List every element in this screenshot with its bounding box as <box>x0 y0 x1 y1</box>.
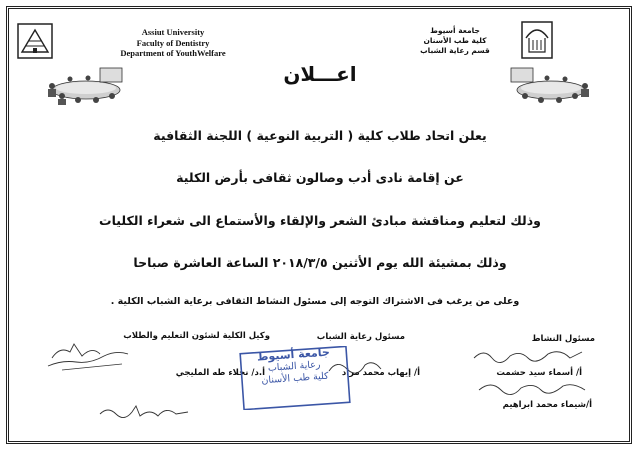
youth-head-title: مسئول رعاية الشباب <box>316 332 405 342</box>
header-english-department: Department of YouthWelfare <box>120 48 226 58</box>
handwritten-signature-1 <box>470 344 585 366</box>
faculty-logo-right <box>520 20 554 60</box>
activity-head-title: مسئول النشاط <box>531 334 595 344</box>
meeting-clipart-right <box>505 66 597 106</box>
announcement-title: اعـــلان <box>283 62 357 86</box>
stamp-line-3: كلية طب الأسنان <box>261 370 329 387</box>
university-logo-left <box>16 22 54 60</box>
stamp-line-2: رعاية الشباب <box>267 359 321 374</box>
activity-head-name-2: أ/شيماء محمد ابراهيم <box>502 400 592 410</box>
handwritten-signature-date <box>42 338 132 374</box>
youth-head-name: أ/ إيهاب محمد مراد <box>341 368 420 378</box>
header-arabic-faculty: كلية طب الأسنان <box>423 36 487 45</box>
header-english <box>108 27 238 59</box>
body-line-4: وذلك بمشيئة الله يوم الأثنين ٢٠١٨/٣/٥ الساعة العاشرة صباحا <box>133 255 507 270</box>
stamp-line-1: جامعة أسيوط <box>256 345 331 364</box>
official-stamp <box>236 344 354 412</box>
body-line-2: عن إقامة نادى أدب وصالون ثقافى بأرض الكلية <box>176 170 464 185</box>
handwritten-signature-dean <box>96 402 192 424</box>
header-arabic-department: قسم رعاية الشباب <box>420 46 490 55</box>
handwritten-signature-2 <box>475 378 590 398</box>
vice-dean-name: أ.د/ نجلاء طه المليجي <box>175 368 265 378</box>
activity-head-name-1: أ/ أسماء سيد حشمت <box>496 368 582 378</box>
vice-dean-title: وكيل الكلية لشئون التعليم والطلاب <box>123 331 270 341</box>
header-english-university: Assiut University <box>141 27 205 37</box>
body-line-1: يعلن اتحاد طلاب كلية ( التربية النوعية ) اللجنة الثقافية <box>153 128 487 143</box>
header-english-faculty: Faculty of Dentistry <box>136 37 210 48</box>
header-arabic <box>400 26 510 56</box>
header-arabic-university: جامعة أسيوط <box>430 26 480 35</box>
body-line-3: وذلك لتعليم ومناقشة مبادئ الشعر والإلقاء والأستماع الى شعراء الكليات <box>99 213 541 228</box>
meeting-clipart-left <box>36 66 128 106</box>
body-line-5: وعلى من يرغب فى الاشتراك التوجه إلى مسئول النشاط الثقافى برعاية الشباب الكلية . <box>110 296 520 307</box>
